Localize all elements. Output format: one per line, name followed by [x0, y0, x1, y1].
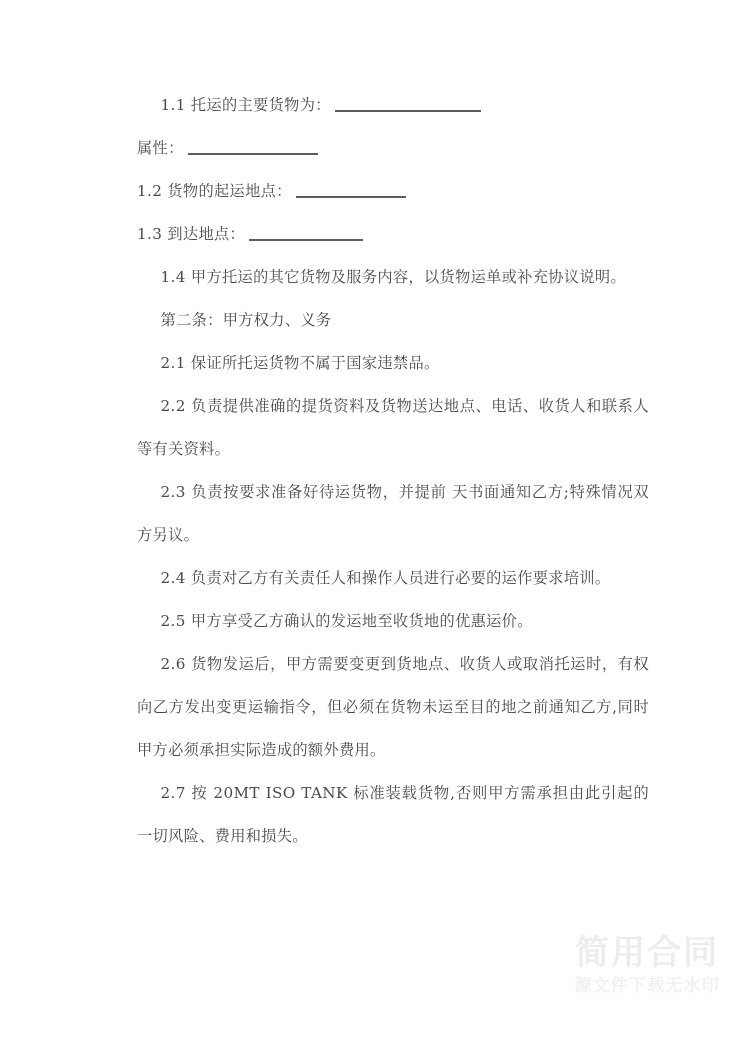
watermark-brand: 简用合同 — [575, 932, 720, 973]
clause-1-2-fill-rule[interactable] — [296, 195, 406, 198]
clause-2-2: 2.2 负责提供准确的提货资料及货物送达地点、电话、收货人和联系人等有关资料。 — [137, 397, 649, 458]
document-body — [137, 84, 649, 858]
clause-1-2-text: 1.2 货物的起运地点： — [137, 182, 292, 200]
clause-1-3-row — [137, 213, 649, 256]
clause-1-1-attribute-text: 属性： — [137, 139, 184, 157]
watermark — [574, 932, 720, 999]
clause-2-5: 2.5 甲方享受乙方确认的发运地至收货地的优惠运价。 — [160, 612, 533, 630]
clause-1-1-fill-rule[interactable] — [335, 109, 481, 112]
clause-2-7: 2.7 按 20MT ISO TANK 标准装载货物,否则甲方需承担由此引起的一切风险、费用和损失。 — [137, 784, 649, 845]
clause-2-3: 2.3 负责按要求准备好待运货物，并提前 天书面通知乙方;特殊情况双方另议。 — [137, 483, 649, 544]
clause-1-1-row — [137, 84, 649, 127]
section-2-heading: 第二条：甲方权力、义务 — [160, 311, 332, 329]
clause-1-3-text: 1.3 到达地点： — [137, 225, 246, 243]
clause-1-4: 1.4 甲方托运的其它货物及服务内容，以货物运单或补充协议说明。 — [160, 268, 626, 286]
clause-1-3-fill-rule[interactable] — [249, 238, 363, 241]
clause-1-1-attribute-fill-rule[interactable] — [188, 152, 318, 155]
clause-1-1-text: 1.1 托运的主要货物为： — [160, 96, 331, 114]
clause-2-4: 2.4 负责对乙方有关责任人和操作人员进行必要的运作要求培训。 — [160, 569, 611, 587]
clause-2-1: 2.1 保证所托运货物不属于国家违禁品。 — [160, 354, 440, 372]
clause-2-6: 2.6 货物发运后，甲方需要变更到货地点、收货人或取消托运时，有权向乙方发出变更运输指令，但必须在货物未运至目的地之前通知乙方,同时甲方必须承担实际造成的额外费用。 — [137, 655, 649, 759]
clause-1-1-attribute-row — [137, 127, 649, 170]
clause-1-2-row — [137, 170, 649, 213]
watermark-tagline: 源文件下载无水印 — [574, 976, 720, 997]
